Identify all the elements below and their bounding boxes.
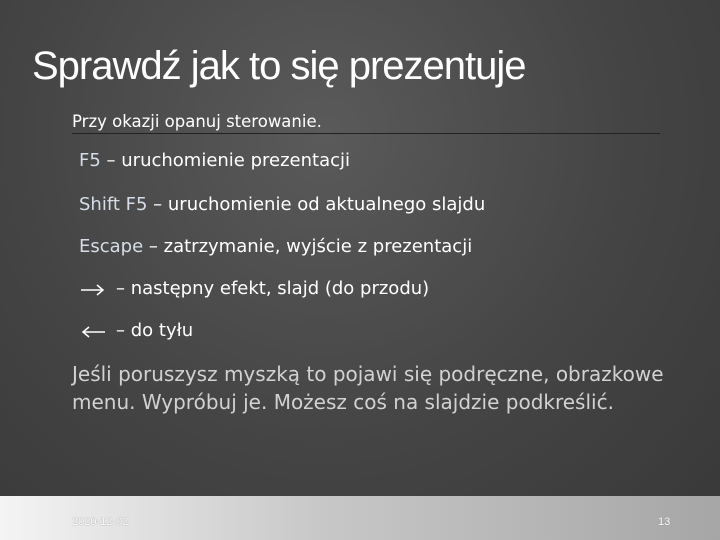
slide-title: Sprawdź jak to się prezentuje [32,44,526,88]
slide-subtitle: Przy okazji opanuj sterowanie. [72,112,660,134]
arrow-desc: – do tyłu [116,320,194,341]
shortcut-desc: – uruchomienie prezentacji [100,150,351,171]
shortcut-desc: – uruchomienie od aktualnego slajdu [147,194,486,215]
arrow-desc: – następny efekt, slajd (do przodu) [116,278,430,299]
slide-paragraph: Jeśli poruszysz myszką to pojawi się podręczne, obrazkowe menu. Wypróbuj je. Możesz coś na slajdzie podkreślić. [72,362,664,414]
shortcut-item-shift-f5 [79,194,679,215]
shortcut-key: Escape [79,236,144,257]
right-arrow-icon [78,280,108,298]
shortcut-desc: – zatrzymanie, wyjście z prezentacji [143,236,473,257]
shortcut-key: Shift F5 [79,194,148,215]
arrow-item-back [78,320,678,341]
shortcut-item-escape [79,236,679,257]
left-arrow-icon [78,322,108,340]
shortcut-item-f5 [79,150,679,171]
footer-date: 2020-12-02 [72,516,129,528]
shortcut-key: F5 [79,150,101,171]
page-number: 13 [658,516,671,528]
arrow-item-forward [78,278,678,299]
